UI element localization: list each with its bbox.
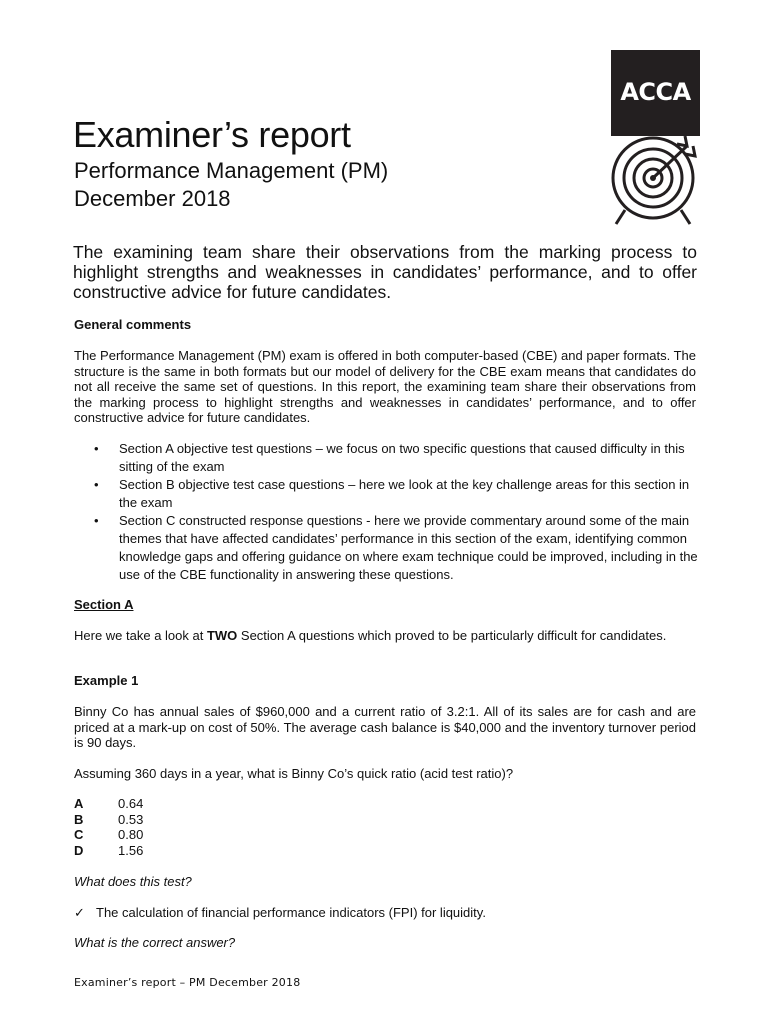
example-1-question: Assuming 360 days in a year, what is Binny Co’s quick ratio (acid test ratio)?	[74, 766, 514, 781]
list-item: • Section B objective test case questions – here we look at the key challenge areas for this section in the exam	[94, 477, 690, 510]
option-d: D 1.56	[74, 842, 144, 858]
page-footer: Examiner’s report – PM December 2018	[74, 976, 301, 989]
section-bullet-list	[94, 440, 698, 584]
list-item: • Section A objective test questions – we focus on two specific questions that caused difficulty in this sitting of the exam	[94, 441, 685, 474]
intro-paragraph: The examining team share their observations from the marking process to highlight strengths and weaknesses in candidates’ performance, and to offer constructive advice for future candidates.	[73, 242, 697, 302]
acca-logo-text: ACCA	[620, 78, 691, 106]
exam-date: December 2018	[74, 186, 231, 211]
option-a: A 0.64	[74, 796, 144, 811]
section-a-heading: Section A	[74, 597, 134, 612]
check-icon: ✓	[74, 905, 85, 920]
option-b: B 0.53	[74, 811, 144, 827]
answer-options	[74, 796, 143, 858]
correct-answer-heading: What is the correct answer?	[74, 935, 236, 950]
page-title: Examiner’s report	[73, 114, 351, 155]
target-icon	[605, 134, 710, 228]
option-c: C 0.80	[74, 827, 144, 842]
what-does-this-test-heading: What does this test?	[74, 874, 192, 889]
exam-name: Performance Management (PM)	[74, 158, 389, 183]
section-a-intro: Here we take a look at TWO Section A questions which proved to be particularly difficult for candidates.	[74, 628, 667, 643]
list-item: • Section C constructed response questions - here we provide commentary around some of the main themes that have affected candidates’ performance in this section of the exam, identifying common knowledge gaps and offering guidance on where exam technique could be improved, including in the use of the CBE functionality in answering these questions.	[94, 513, 698, 582]
general-comments-heading: General comments	[74, 317, 192, 332]
example-1-heading: Example 1	[74, 673, 139, 688]
example-1-scenario: Binny Co has annual sales of $960,000 and a current ratio of 3.2:1. All of its sales are for cash and are priced at a mark-up on cost of 50%. The average cash balance is $40,000 and the inventory turnover period is 90 days.	[74, 704, 696, 751]
test-point: ✓ The calculation of financial performance indicators (FPI) for liquidity.	[74, 905, 486, 920]
general-comments-paragraph: The Performance Management (PM) exam is offered in both computer-based (CBE) and paper formats. The structure is the same in both formats but our model of delivery for the CBE exam means that candidates do not all receive the same set of questions. In this report, the examining team share their observations from the marking process to highlight strengths and weaknesses in candidates’ performance, and to offer constructive advice for future candidates.	[74, 348, 696, 426]
